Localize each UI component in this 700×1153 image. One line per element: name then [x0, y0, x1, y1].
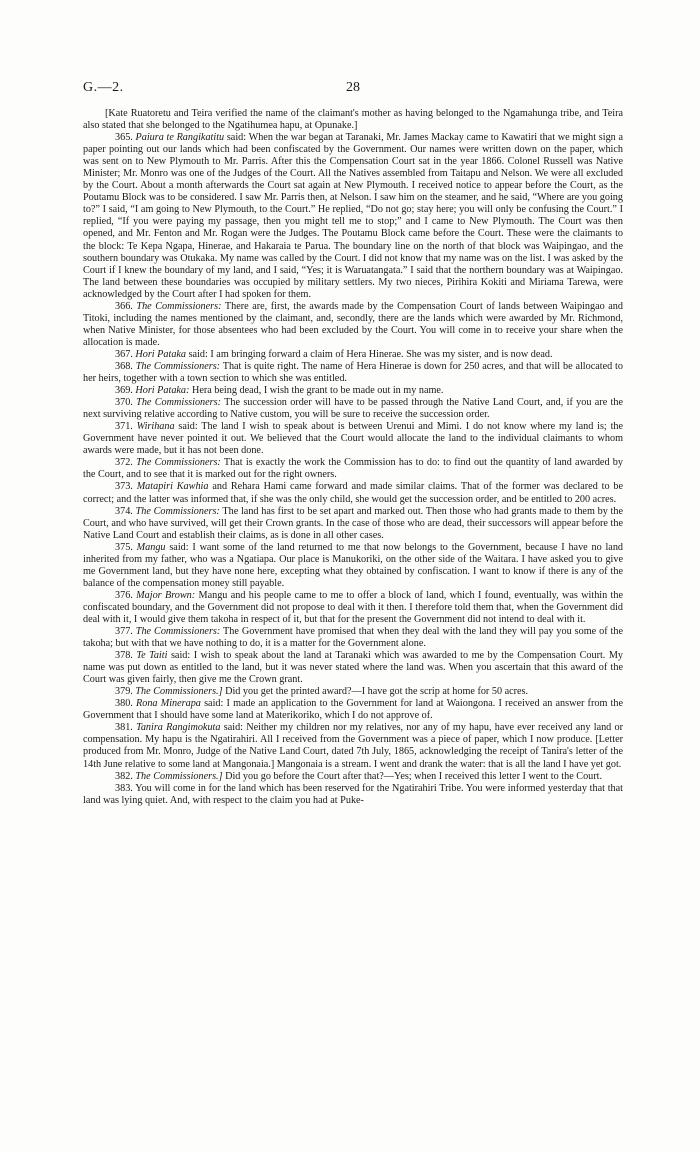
paragraph-text: said: I made an application to the Government for land at Waiongona. I received an answer from the Government that I should have some land at Materikoriko, which I do not approve of.: [83, 698, 623, 722]
paragraph-text: Hera being dead, I wish the grant to be made out in my name.: [191, 385, 444, 397]
paragraph: [83, 771, 623, 783]
speaker-name: The Commissioners:: [136, 397, 221, 409]
document-body: [83, 108, 623, 807]
paragraph-number: 371.: [115, 421, 133, 433]
paragraph: [83, 457, 623, 481]
paragraph-number: 366.: [115, 300, 133, 312]
paragraph: [83, 385, 623, 397]
paragraph: [83, 481, 623, 505]
paragraph-text: The Government have promised that when they deal with the land they will pay you some of the takoha; but with that we have nothing to do, it is a matter for the Government alone.: [83, 626, 623, 650]
speaker-name: Te Taiti: [136, 650, 168, 662]
speaker-name: The Commissioners:: [136, 457, 221, 469]
paragraph: [83, 626, 623, 650]
document-reference: G.—2.: [83, 80, 124, 95]
paragraph: [83, 722, 623, 770]
speaker-name: The Commissioners:: [135, 360, 221, 372]
paragraph: [83, 698, 623, 722]
paragraph: [83, 361, 623, 385]
speaker-name: The Commissioners.]: [135, 770, 223, 782]
paragraph-number: 368.: [115, 360, 133, 372]
paragraph-number: 381.: [115, 722, 133, 734]
paragraph-text: The land has first to be set apart and marked out. Then those who had grants made to them by the Court, and who have survived, will get their Crown grants. In the case of those who are dead, their successors will appear before the Native Land Court and establish their claims, as is done in all other cases.: [83, 505, 623, 541]
paragraph: [83, 590, 623, 626]
paragraph-text: That is exactly the work the Commission has to do: to find out the quantity of land awarded by the Court, and to see that it is marked out for the right owners.: [83, 457, 623, 481]
speaker-name: Hori Pataka: [135, 348, 187, 360]
paragraph-text: Mangu and his people came to me to offer a block of land, which I found, eventually, was within the confiscated boundary, and the Government did not propose to deal with it then. I therefore told them that, when the Government did deal with it, I would give them takoha in respect of it, but that for the present the Government did not intend to deal with it.: [83, 589, 623, 625]
page-number: 28: [346, 80, 360, 95]
paragraph-number: 374.: [115, 505, 133, 517]
paragraph: [83, 301, 623, 349]
paragraph-number: 378.: [115, 650, 133, 662]
paragraph-text: said: I wish to speak about the land at Taranaki which was awarded to me by the Compensation Court. My name was put down as entitled to the land, but it was never stated where the land was. When you ascertain that this award of the Court was given fairly, then give me the Crown grant.: [83, 650, 624, 686]
paragraph-text: said: The land I wish to speak about is between Urenui and Mimi. I do not know where my land is; the Government have never pointed it out. We believed that the Court would allocate the land to the individual claimants to whom awards were made, but it has not been done.: [83, 421, 624, 457]
speaker-name: Matapiri Kawhia: [136, 481, 209, 493]
speaker-name: The Commissioners:: [135, 505, 220, 517]
speaker-name: Wirihana: [136, 421, 175, 433]
speaker-name: Hori Pataka:: [135, 385, 190, 397]
paragraph-text: That is quite right. The name of Hera Hinerae is down for 250 acres, and that will be allocated to her heirs, together with a town section to which she was entitled.: [83, 360, 623, 385]
paragraph: [83, 349, 623, 361]
paragraph-number: 376.: [115, 589, 133, 601]
paragraph: [83, 783, 623, 807]
paragraph-text: and Rehara Hami came forward and made similar claims. That of the former was declared to be correct; and the latter was informed that, if she was the only child, she would get the succession order, and be entitled to 200 acres.: [83, 481, 624, 505]
speaker-name: The Commissioners:: [135, 626, 221, 638]
paragraph: [83, 397, 623, 421]
paragraph-number: 379.: [115, 686, 133, 698]
paragraph-text: said: I am bringing forward a claim of Hera Hinerae. She was my sister, and is now dead.: [188, 348, 553, 360]
speaker-name: Rona Minerapa: [136, 698, 201, 710]
paragraph-number: 369.: [115, 385, 133, 397]
paragraph: [83, 132, 623, 301]
paragraph-number: 373.: [115, 481, 133, 493]
paragraph-number: 370.: [115, 397, 133, 409]
paragraph-text: There are, first, the awards made by the Compensation Court of lands between Waipingao and Titoki, including the names mentioned by the claimant, and, secondly, there are the lands which were awarded by Mr. Richmond, when Native Minister, for those absentees who had been excluded by the Court. You will come in to receive your share when the allocation is made.: [83, 300, 623, 348]
paragraph-number: 377.: [115, 626, 133, 638]
speaker-name: The Commissioners:: [136, 300, 222, 312]
page-header: [83, 80, 623, 100]
paragraph: [83, 421, 623, 457]
paragraph-number: 365.: [115, 132, 133, 144]
paragraph: [83, 108, 623, 132]
paragraph-text: You will come in for the land which has been reserved for the Ngatirahiri Tribe. You were informed yesterday that that land was lying quiet. And, with respect to the claim you had at Puke-: [83, 782, 624, 806]
paragraph: [83, 506, 623, 542]
speaker-name: Major Brown:: [136, 589, 196, 601]
paragraph-number: 375.: [115, 541, 133, 553]
paragraph: [83, 650, 623, 686]
paragraph-text: said: Neither my children nor my relatives, nor any of my hapu, have ever received any land or compensation. My hapu is the Ngatirahiri. All I received from the Government was a piece of paper, which I now produce. [Letter produced from Mr. Monro, Judge of the Native Land Court, dated 7th July, 1865, acknowledging the receipt of Tanira's letter of the 14th June relative to some land at Mangonaia.] Mangonaia is a stream. I went and drank the water: that is all the land I have yet got.: [83, 722, 624, 770]
paragraph: [83, 686, 623, 698]
paragraph-number: 382.: [115, 770, 133, 782]
paragraph-text: The succession order will have to be passed through the Native Land Court, and, if you are the next surviving relative according to Native custom, you will be sure to receive the succession order.: [83, 397, 623, 421]
speaker-name: Paiura te Rangikatitu: [135, 132, 225, 144]
paragraph-number: 383.: [115, 782, 133, 794]
speaker-name: Tanira Rangimokuta: [136, 722, 221, 734]
paragraph-text: [Kate Ruatoretu and Teira verified the name of the claimant's mother as having belonged to the Ngamahunga tribe, and Teira also stated that she belonged to the Ngatihumea hapu, at Opunake.]: [83, 108, 623, 132]
speaker-name: Mangu: [136, 541, 166, 553]
paragraph-number: 372.: [115, 457, 133, 469]
paragraph-text: Did you go before the Court after that?—Yes; when I received this letter I went to the Court.: [225, 770, 603, 782]
paragraph-number: 367.: [115, 348, 133, 360]
paragraph: [83, 542, 623, 590]
paragraph-text: said: When the war began at Taranaki, Mr. James Mackay came to Kawatiri that we might sign a paper pointing out our lands which had been confiscated by the Government. Our names were written down on the paper, which was sent on to New Plymouth to Mr. Parris. After this the Compensation Court sat in the year 1866. Colonel Russell was Native Minister; Mr. Monro was one of the Judges of the Court. All the Natives assembled from Taitapu and Nelson. We were all excluded by the Court. About a month afterwards the Court sat again at New Plymouth. I received notice to appear before the Court, as the Poutamu Block was to be considered. I saw Mr. Parris then, at Nelson. I saw him on the steamer, and he said, “Where are you going to?” I said, “I am going to New Plymouth, to the Court.” He replied, “Do not go; stay here; you will only be confusing the Court.” I replied, “If you were paying my passage, then you might tell me to stop;” and I came to New Plymouth. The Court was then opened, and Mr. Fenton and Mr. Rogan were the Judges. The Poutamu Block came before the Court. These were the claimants to the block: Te Kepa Ngapa, Hinerae, and Hakaraia te Parua. The boundary line on the north of that block was Waipingao, and the southern boundary was Otukaka. My name was called by the Court. I did not know that my name was on the list. I was asked by the Court if I knew the boundary of my land, and I said, “Yes; it is Waruatangata.” I said that the northern boundary was at Waipingao. The land between these boundaries was occupied by military settlers. My two nieces, Pirihira Kokiti and Miriama Tarewa, were acknowledged by the Court after I had spoken for them.: [83, 132, 623, 300]
paragraph-text: said: I want some of the land returned to me that now belongs to the Government, because I have no land inherited from my father, who was a Ngatiapa. Our place is Manukoriki, on the other side of the Waitara. I have asked you to give me Government land, but they have none here, excepting what they obtained by confiscation. I want to know if there is any of the balance of the compensation money still payable.: [83, 541, 624, 589]
paragraph-text: Did you get the printed award?—I have got the scrip at home for 50 acres.: [225, 686, 529, 698]
paragraph-number: 380.: [115, 698, 133, 710]
speaker-name: The Commissioners.]: [135, 686, 223, 698]
